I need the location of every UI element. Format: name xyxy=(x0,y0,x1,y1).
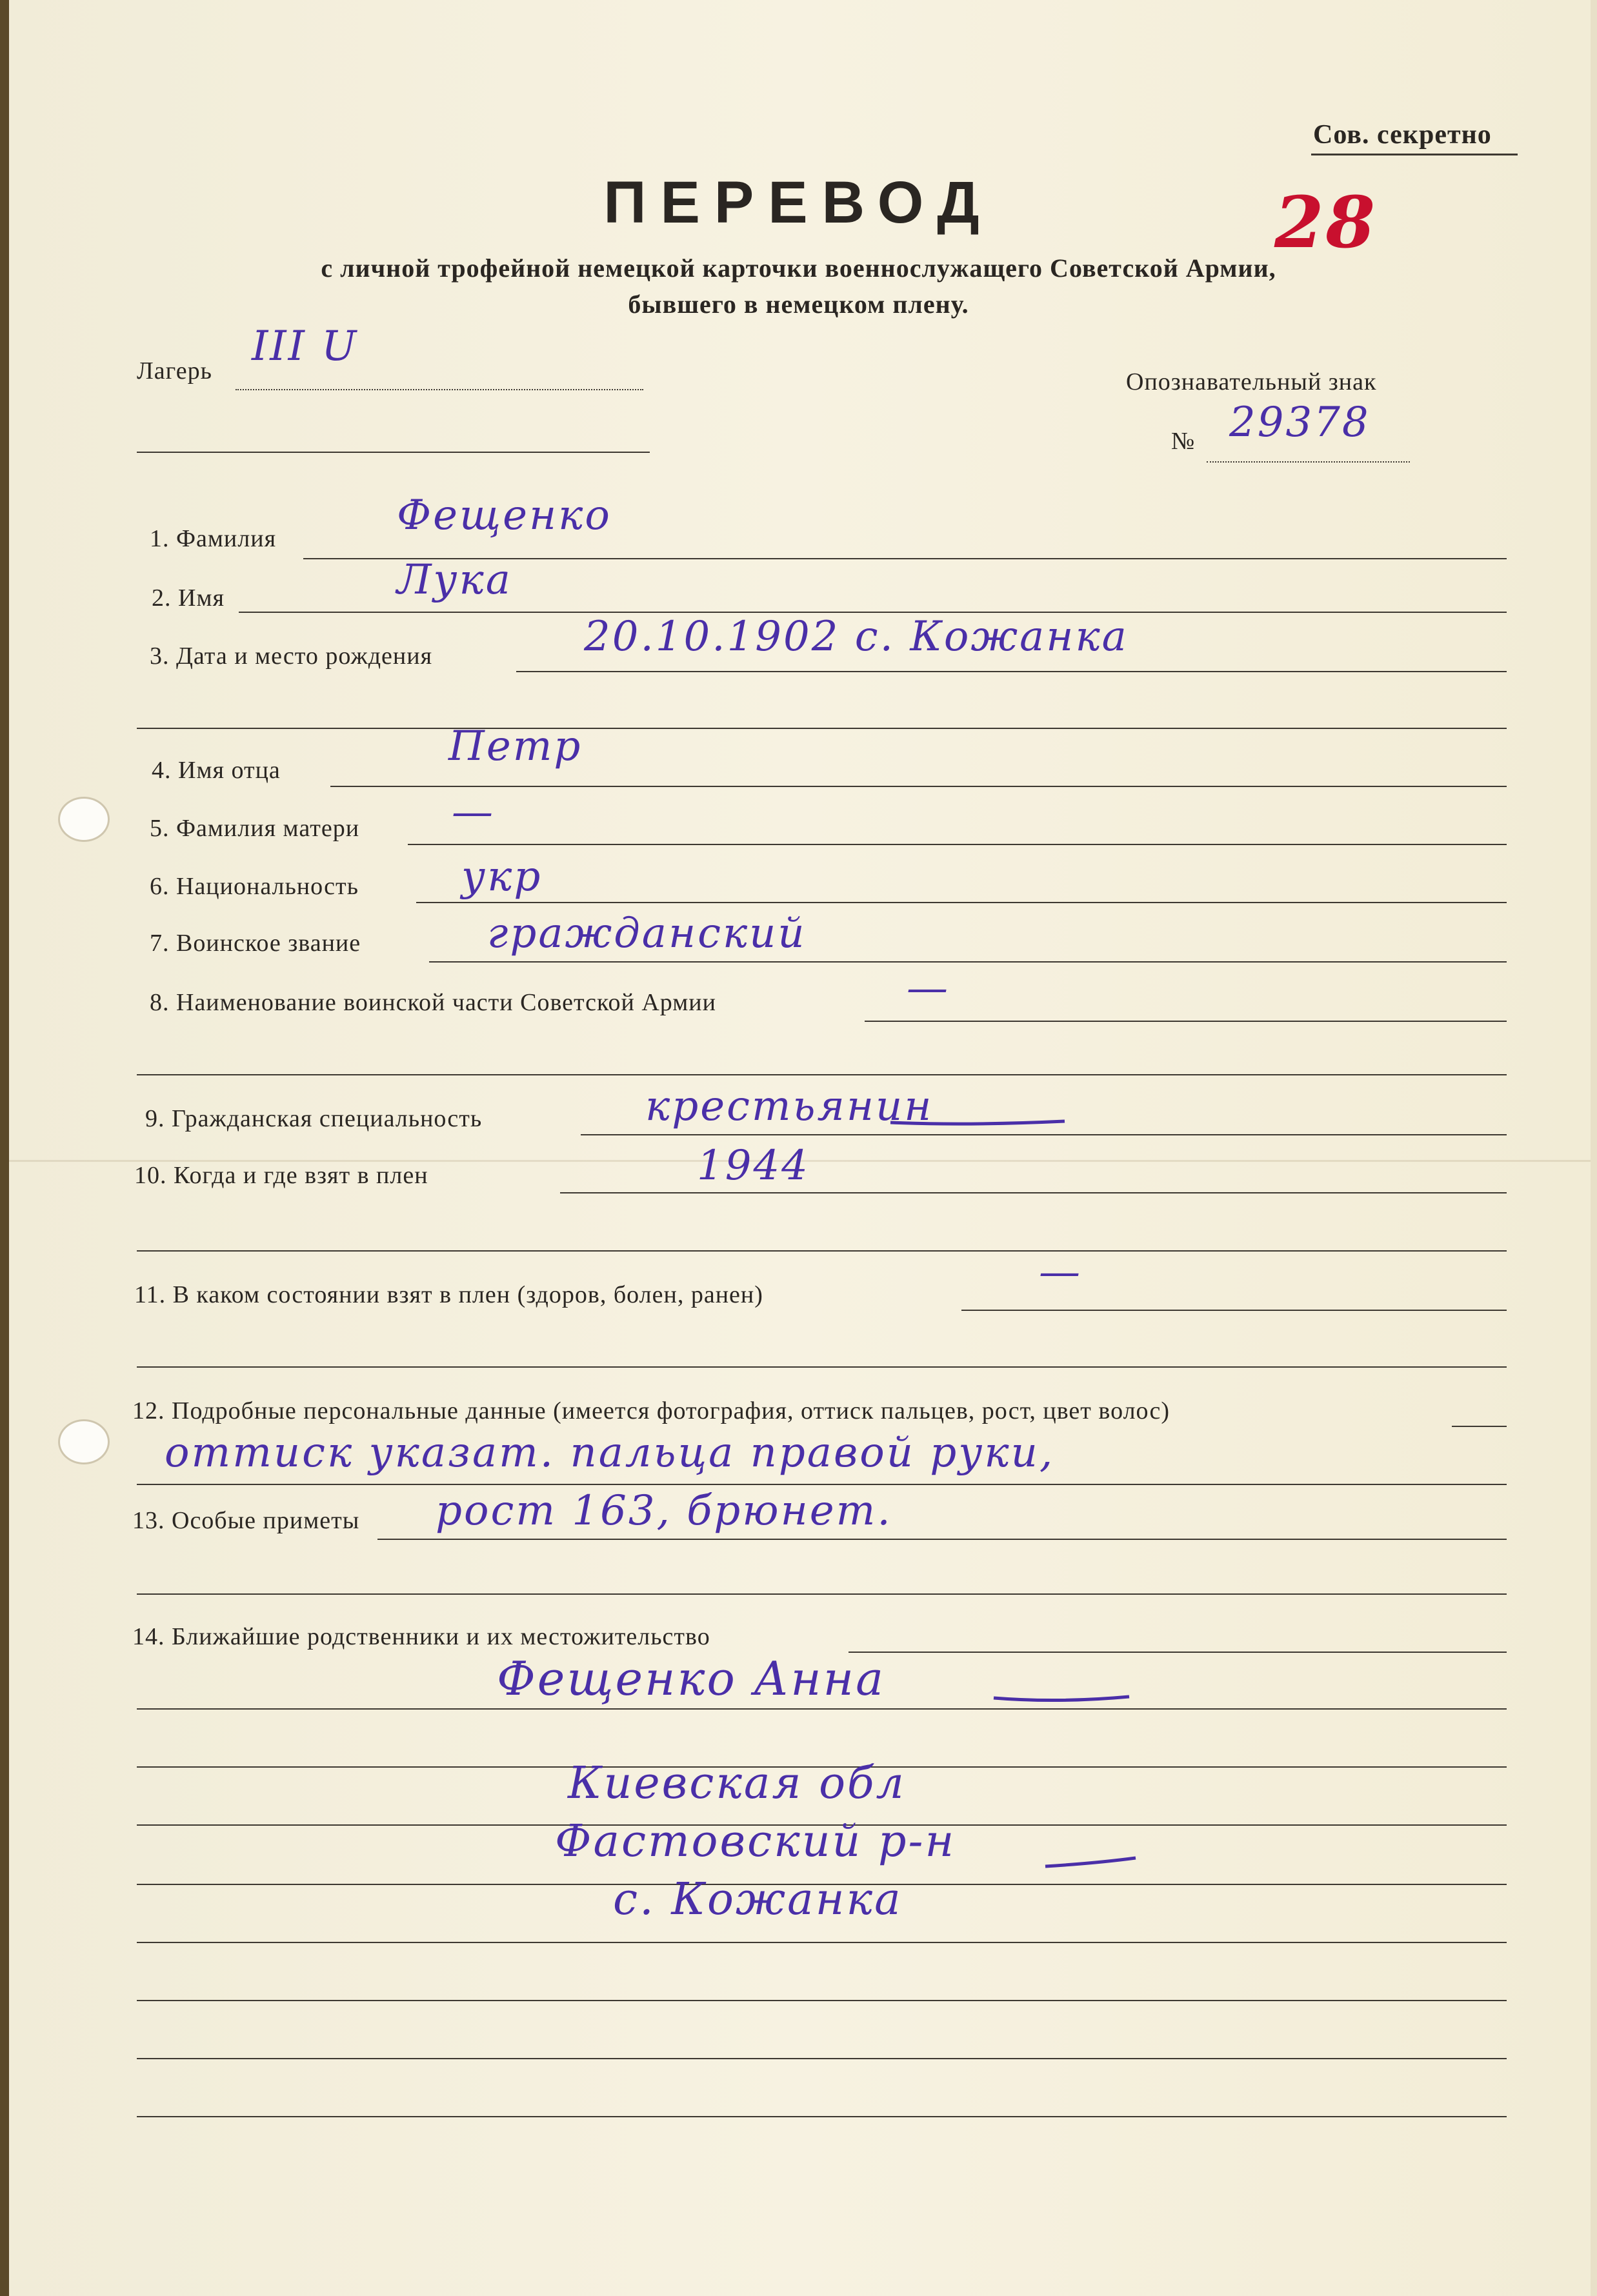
field-8-value: — xyxy=(907,964,950,1012)
flourish-district xyxy=(1045,1858,1136,1866)
subtitle-line-2: бывшего в немецком плену. xyxy=(628,290,969,319)
camp-label: Лагерь xyxy=(137,357,212,384)
relative-address-region: Киевская обл xyxy=(568,1758,906,1809)
id-tag-value: 29378 xyxy=(1229,399,1371,446)
field-12-value: оттиск указат. пальца правой руки, xyxy=(165,1429,1055,1477)
id-tag-label: Опознавательный знак xyxy=(1126,368,1377,395)
relative-name: Фещенко Анна xyxy=(497,1652,886,1706)
field-12-label: 12. Подробные персональные данные (имеется фотография, оттиск пальцев, рост, цвет волос) xyxy=(132,1397,1170,1424)
field-4-value: Петр xyxy=(448,723,583,770)
flourish-relative xyxy=(994,1697,1129,1701)
camp-value: III U xyxy=(252,323,359,370)
relative-address-district: Фастовский р-н xyxy=(555,1816,956,1867)
field-3-label: 3. Дата и место рождения xyxy=(150,643,433,670)
field-7-value: гражданский xyxy=(487,910,807,957)
field-4-label: 4. Имя отца xyxy=(152,757,281,784)
id-number-sign: № xyxy=(1171,428,1196,455)
field-9-label: 9. Гражданская специальность xyxy=(145,1105,483,1132)
field-11-label: 11. В каком состоянии взят в плен (здоров, болен, ранен) xyxy=(134,1281,763,1308)
field-13-label: 13. Особые приметы xyxy=(132,1507,360,1534)
field-14-label: 14. Ближайшие родственники и их местожительство xyxy=(132,1623,710,1650)
field-1-label: 1. Фамилия xyxy=(150,525,277,552)
field-3-value: 20.10.1902 с. Кожанка xyxy=(584,613,1129,661)
field-13-value: рост 163, брюнет. xyxy=(436,1487,892,1535)
field-10-value: 1944 xyxy=(697,1142,810,1190)
field-9-value: крестьянин xyxy=(645,1083,934,1130)
document-title: ПЕРЕВОД xyxy=(603,170,994,235)
page-number-mark: 28 xyxy=(1274,181,1378,264)
field-2-value: Лука xyxy=(397,556,512,604)
field-7-label: 7. Воинское звание xyxy=(150,930,361,957)
field-5-value: — xyxy=(452,788,495,836)
field-6-value: укр xyxy=(461,853,543,901)
classification-label: Сов. секретно xyxy=(1313,120,1492,150)
field-6-label: 6. Национальность xyxy=(150,873,359,900)
field-1-value: Фещенко xyxy=(397,492,612,539)
field-2-label: 2. Имя xyxy=(152,584,225,612)
subtitle-line-1: с личной трофейной немецкой карточки военнослужащего Советской Армии, xyxy=(321,254,1276,283)
field-8-label: 8. Наименование воинской части Советской Армии xyxy=(150,989,716,1016)
relative-address-village: с. Кожанка xyxy=(613,1874,903,1925)
field-5-label: 5. Фамилия матери xyxy=(150,815,360,842)
flourish-specialty xyxy=(890,1121,1065,1124)
field-10-label: 10. Когда и где взят в плен xyxy=(134,1162,428,1189)
field-11-value: — xyxy=(1039,1248,1082,1296)
